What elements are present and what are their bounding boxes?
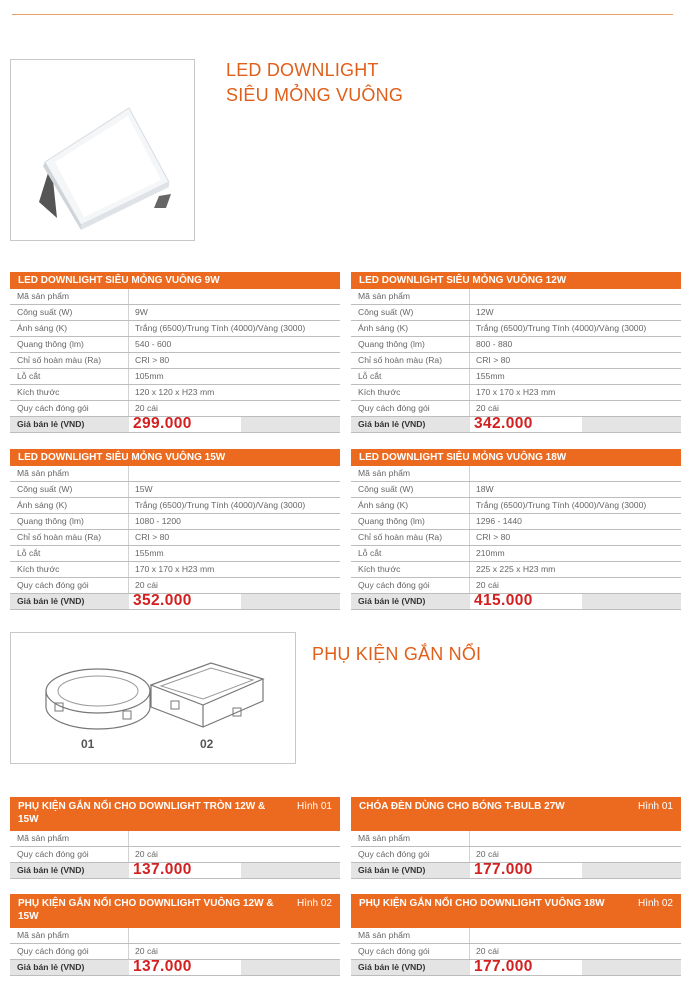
row-value: 20 cái	[135, 580, 158, 590]
spec-row	[351, 369, 681, 385]
spec-row	[10, 562, 340, 578]
row-label: Quy cách đóng gói	[17, 580, 89, 590]
row-label: Kích thước	[17, 564, 60, 574]
spec-header: LED DOWNLIGHT SIÊU MỎNG VUÔNG 9W	[10, 272, 340, 289]
row-value: 20 cái	[476, 849, 499, 859]
row-value: CRI > 80	[476, 532, 511, 542]
row-value: 20 cái	[476, 580, 499, 590]
row-value: 12W	[476, 307, 494, 317]
row-label: Quy cách đóng gói	[17, 946, 89, 956]
row-label: Mã sản phẩm	[358, 468, 411, 478]
row-value: 540 - 600	[135, 339, 172, 349]
price-label: Giá bán lẻ (VND)	[17, 962, 85, 972]
accessory-header	[10, 894, 340, 928]
row-label: Quy cách đóng gói	[358, 580, 430, 590]
row-label: Quy cách đóng gói	[17, 849, 89, 859]
figure-label-02: 02	[200, 737, 214, 751]
spec-row	[10, 530, 340, 546]
spec-table-18w	[351, 449, 681, 610]
accessory-table-round	[10, 797, 340, 879]
price-row	[351, 863, 681, 879]
price-label: Giá bán lẻ (VND)	[17, 419, 85, 429]
spec-row	[351, 514, 681, 530]
row-value: 120 x 120 x H23 mm	[135, 387, 215, 397]
product-title-line2: SIÊU MỎNG VUÔNG	[226, 85, 404, 105]
price-label: Giá bán lẻ (VND)	[358, 596, 426, 606]
row-value: Trắng (6500)/Trung Tính (4000)/Vàng (3000)	[135, 323, 306, 333]
spec-row	[10, 482, 340, 498]
row-value: CRI > 80	[135, 532, 170, 542]
top-rule	[12, 14, 673, 15]
spec-header: LED DOWNLIGHT SIÊU MỎNG VUÔNG 12W	[351, 272, 681, 289]
spec-table-15w	[10, 449, 340, 610]
row-value: 105mm	[135, 371, 164, 381]
price-row	[351, 417, 681, 433]
price-value: 352.000	[133, 592, 192, 609]
row-label: Kích thước	[17, 387, 60, 397]
spec-header: LED DOWNLIGHT SIÊU MỎNG VUÔNG 15W	[10, 449, 340, 466]
spec-row	[10, 369, 340, 385]
spec-header: LED DOWNLIGHT SIÊU MỎNG VUÔNG 18W	[351, 449, 681, 466]
product-title-line1: LED DOWNLIGHT	[226, 60, 379, 80]
price-label: Giá bán lẻ (VND)	[358, 962, 426, 972]
spec-row	[10, 928, 340, 944]
row-value: Trắng (6500)/Trung Tính (4000)/Vàng (3000)	[476, 323, 647, 333]
row-value: Trắng (6500)/Trung Tính (4000)/Vàng (3000)	[135, 500, 306, 510]
row-label: Lỗ cắt	[358, 371, 382, 381]
row-value: 800 - 880	[476, 339, 513, 349]
spec-row	[351, 337, 681, 353]
spec-row	[351, 530, 681, 546]
row-value: 15W	[135, 484, 153, 494]
spec-table-9w	[10, 272, 340, 433]
spec-row	[351, 289, 681, 305]
accessory-header-title: CHÓA ĐÈN DÙNG CHO BÓNG T-BULB 27W	[359, 801, 565, 812]
row-label: Quang thông (lm)	[17, 339, 84, 349]
row-label: Lỗ cắt	[358, 548, 382, 558]
price-row	[351, 594, 681, 610]
spec-row	[351, 831, 681, 847]
row-label: Ánh sáng (K)	[358, 323, 409, 333]
price-row	[10, 863, 340, 879]
row-label: Lỗ cắt	[17, 371, 41, 381]
row-value: 20 cái	[135, 849, 158, 859]
row-label: Quy cách đóng gói	[17, 403, 89, 413]
row-label: Kích thước	[358, 387, 401, 397]
row-label: Chỉ số hoàn màu (Ra)	[17, 355, 102, 365]
accessory-header	[10, 797, 340, 831]
row-value: 20 cái	[135, 946, 158, 956]
accessory-table-square-18	[351, 894, 681, 976]
price-row	[351, 960, 681, 976]
row-label: Mã sản phẩm	[17, 930, 70, 940]
row-value: 1080 - 1200	[135, 516, 181, 526]
row-value: 210mm	[476, 548, 505, 558]
row-value: 225 x 225 x H23 mm	[476, 564, 556, 574]
figure-label-01: 01	[81, 737, 95, 751]
spec-table-12w	[351, 272, 681, 433]
row-value: 170 x 170 x H23 mm	[476, 387, 556, 397]
row-label: Ánh sáng (K)	[17, 500, 68, 510]
spec-row	[10, 353, 340, 369]
spec-row	[10, 385, 340, 401]
price-value: 415.000	[474, 592, 533, 609]
spec-row	[10, 514, 340, 530]
spec-row	[10, 831, 340, 847]
accessory-header-title: PHỤ KIỆN GẮN NỔI CHO DOWNLIGHT TRÒN 12W & 15W	[18, 801, 266, 825]
price-value: 299.000	[133, 415, 192, 432]
row-label: Công suất (W)	[17, 307, 73, 317]
row-label: Quang thông (lm)	[17, 516, 84, 526]
price-label: Giá bán lẻ (VND)	[358, 419, 426, 429]
row-value: CRI > 80	[135, 355, 170, 365]
row-label: Chỉ số hoàn màu (Ra)	[358, 532, 443, 542]
row-label: Kích thước	[358, 564, 401, 574]
row-label: Công suất (W)	[358, 307, 414, 317]
spec-row	[351, 482, 681, 498]
price-value: 342.000	[474, 415, 533, 432]
price-label: Giá bán lẻ (VND)	[17, 865, 85, 875]
price-row	[10, 594, 340, 610]
row-label: Quang thông (lm)	[358, 339, 425, 349]
row-label: Mã sản phẩm	[17, 833, 70, 843]
row-label: Chỉ số hoàn màu (Ra)	[358, 355, 443, 365]
row-label: Lỗ cắt	[17, 548, 41, 558]
accessory-figure-ref: Hình 02	[637, 898, 673, 909]
led-panel-image	[11, 60, 194, 240]
spec-row	[351, 498, 681, 514]
spec-row	[351, 562, 681, 578]
row-label: Quy cách đóng gói	[358, 946, 430, 956]
row-label: Mã sản phẩm	[17, 468, 70, 478]
row-label: Ánh sáng (K)	[358, 500, 409, 510]
price-row	[10, 960, 340, 976]
spec-row	[10, 305, 340, 321]
price-value: 137.000	[133, 861, 192, 878]
accessory-drawing	[11, 633, 295, 763]
spec-row	[10, 546, 340, 562]
row-value: 155mm	[135, 548, 164, 558]
price-value: 177.000	[474, 861, 533, 878]
row-value: 20 cái	[476, 946, 499, 956]
accessory-header	[351, 894, 681, 928]
accessory-photo	[10, 632, 296, 764]
row-label: Công suất (W)	[358, 484, 414, 494]
row-value: Trắng (6500)/Trung Tính (4000)/Vàng (3000)	[476, 500, 647, 510]
spec-row	[351, 385, 681, 401]
row-value: CRI > 80	[476, 355, 511, 365]
row-value: 170 x 170 x H23 mm	[135, 564, 215, 574]
spec-row	[351, 353, 681, 369]
accessory-header-title: PHỤ KIỆN GẮN NỔI CHO DOWNLIGHT VUÔNG 12W & 15W	[18, 898, 274, 922]
accessory-header-title: PHỤ KIỆN GẮN NỔI CHO DOWNLIGHT VUÔNG 18W	[359, 898, 605, 909]
spec-row	[351, 928, 681, 944]
accessory-figure-ref: Hình 02	[296, 898, 332, 909]
price-label: Giá bán lẻ (VND)	[17, 596, 85, 606]
row-label: Mã sản phẩm	[358, 930, 411, 940]
spec-row	[10, 321, 340, 337]
accessory-figure-ref: Hình 01	[296, 801, 332, 812]
price-value: 177.000	[474, 958, 533, 975]
row-value: 9W	[135, 307, 148, 317]
spec-row	[351, 305, 681, 321]
spec-row	[10, 337, 340, 353]
row-label: Ánh sáng (K)	[17, 323, 68, 333]
row-label: Mã sản phẩm	[358, 833, 411, 843]
price-row	[10, 417, 340, 433]
row-label: Chỉ số hoàn màu (Ra)	[17, 532, 102, 542]
accessory-header	[351, 797, 681, 831]
product-photo	[10, 59, 195, 241]
row-label: Quy cách đóng gói	[358, 403, 430, 413]
row-label: Mã sản phẩm	[358, 291, 411, 301]
row-label: Quy cách đóng gói	[358, 849, 430, 859]
spec-row	[351, 466, 681, 482]
price-value: 137.000	[133, 958, 192, 975]
accessory-title: PHỤ KIỆN GẮN NỔI	[312, 644, 482, 664]
row-label: Công suất (W)	[17, 484, 73, 494]
spec-row	[10, 498, 340, 514]
accessory-figure-ref: Hình 01	[637, 801, 673, 812]
accessory-table-tbulb	[351, 797, 681, 879]
spec-row	[351, 321, 681, 337]
row-value: 20 cái	[476, 403, 499, 413]
row-value: 1296 - 1440	[476, 516, 522, 526]
row-value: 20 cái	[135, 403, 158, 413]
spec-row	[351, 546, 681, 562]
row-value: 18W	[476, 484, 494, 494]
row-label: Mã sản phẩm	[17, 291, 70, 301]
row-value: 155mm	[476, 371, 505, 381]
accessory-table-square-12-15	[10, 894, 340, 976]
spec-row	[10, 289, 340, 305]
price-label: Giá bán lẻ (VND)	[358, 865, 426, 875]
row-label: Quang thông (lm)	[358, 516, 425, 526]
spec-row	[10, 466, 340, 482]
